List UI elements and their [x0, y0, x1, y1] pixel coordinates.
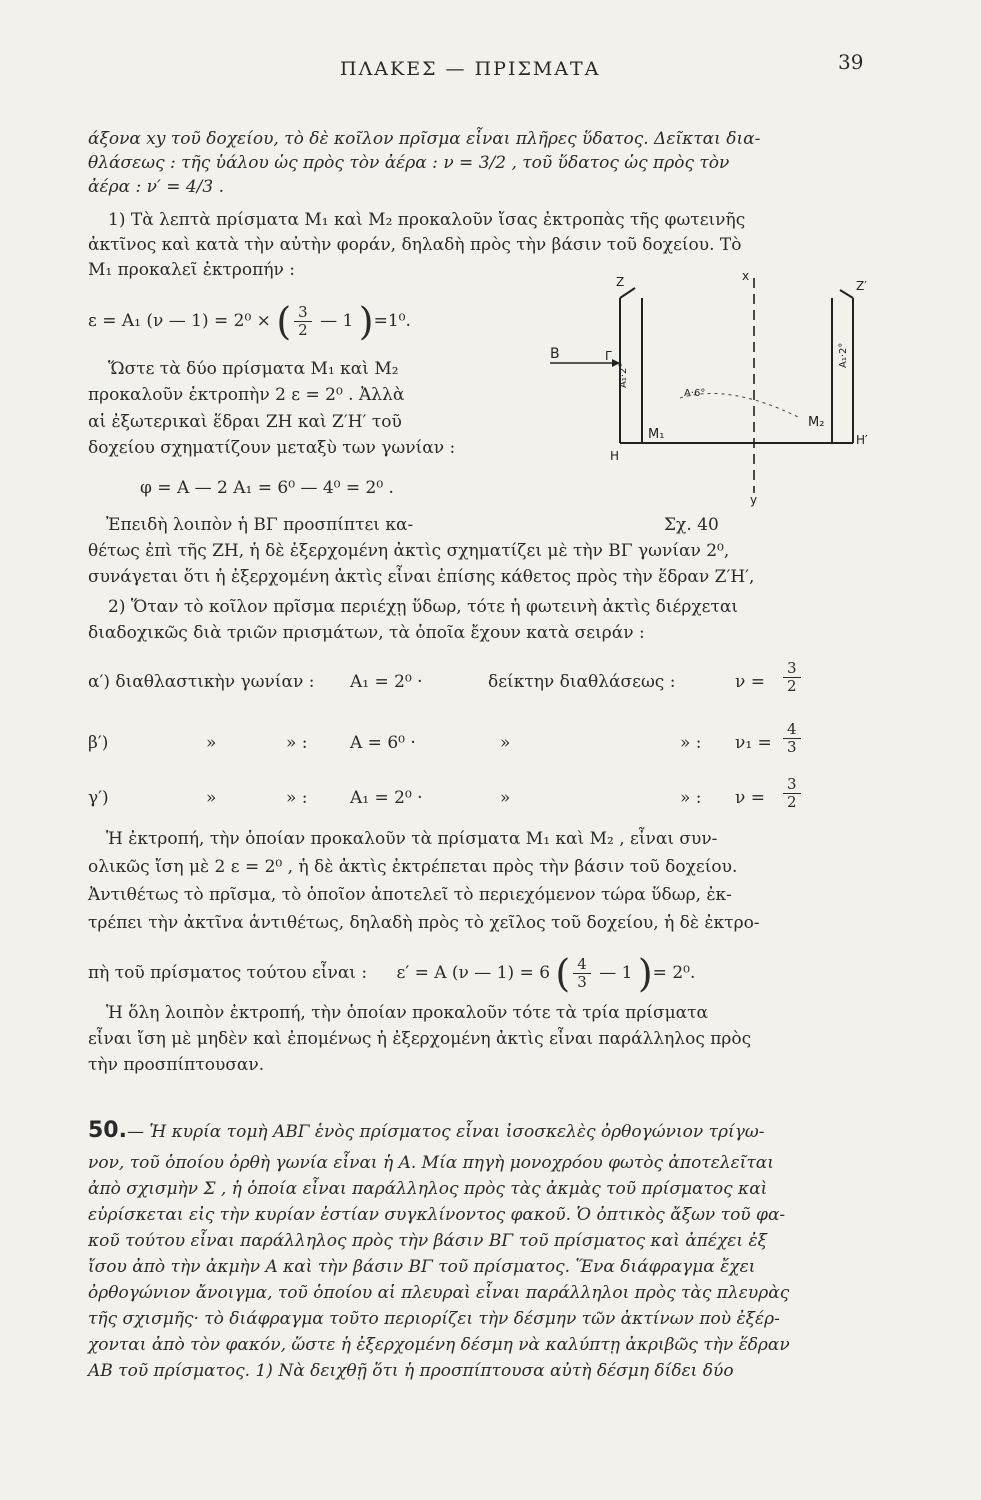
- part2-line-1: 2) Ὅταν τὸ κοῖλον πρῖσμα περιέχῃ ὕδωρ, τότε ἡ φωτεινὴ ἀκτὶς διέρχεται: [108, 597, 738, 617]
- label-h-prime: H′: [856, 433, 868, 447]
- row-c-fraction: [780, 776, 804, 811]
- part2-line-9: εἶναι ἴση μὲ μηδὲν καὶ ἐπομένως ἡ ἐξερχομένη ἀκτὶς εἶναι παράλληλος πρὸς: [88, 1029, 752, 1049]
- problem-50-line-1: [88, 1120, 764, 1143]
- eq1-rhs: =1⁰.: [373, 311, 411, 331]
- part2-line-3: Ἡ ἐκτροπή, τὴν ὁποίαν προκαλοῦν τὰ πρίσματα Μ₁ καὶ Μ₂ , εἶναι συν-: [106, 829, 718, 849]
- part1-line-6: αἱ ἐξωτερικαὶ ἕδραι ΖΗ καὶ Ζ′Η′ τοῦ: [88, 412, 402, 432]
- figure-40-diagram: [550, 268, 890, 508]
- row-b-q3: » :: [680, 733, 702, 753]
- row-c-den: 2: [787, 793, 797, 811]
- figure-40: [550, 268, 890, 508]
- part2-line-2: διαδοχικῶς διὰ τριῶν πρισμάτων, τὰ ὁποῖα ἔχουν κατὰ σειράν :: [88, 623, 645, 643]
- page-header: [0, 50, 981, 88]
- problem-number: 50.: [88, 1118, 127, 1143]
- eq1-denominator: 2: [298, 321, 308, 339]
- problem-50-line-1-text: — Ἡ κυρία τομὴ ΑΒΓ ἑνὸς πρίσματος εἶναι ἰσοσκελὲς ὀρθογώνιον τρίγω-: [126, 1122, 765, 1142]
- problem-50-line-6: ἴσου ἀπὸ τὴν ἀκμὴν Α καὶ τὴν βάσιν ΒΓ τοῦ πρίσματος. Ἕνα διάφραγμα ἔχει: [88, 1257, 756, 1277]
- row-a-index-label: δείκτην διαθλάσεως :: [488, 672, 676, 692]
- part2-line-10: τὴν προσπίπτουσαν.: [88, 1055, 265, 1075]
- part2-line-7-text: πὴ τοῦ πρίσματος τούτου εἶναι :: [88, 963, 368, 983]
- row-c-q1: »: [206, 788, 217, 808]
- row-a-fraction: [780, 660, 804, 695]
- part2-line-4: ολικῶς ἴση μὲ 2 ε = 2⁰ , ἡ δὲ ἀκτὶς ἐκτρέπεται πρὸς τὴν βάσιν τοῦ δοχείου.: [88, 857, 738, 877]
- page-number: 39: [838, 50, 864, 74]
- label-b: B: [550, 346, 560, 362]
- eq3-close-paren: ): [637, 951, 653, 996]
- row-c-num: 3: [783, 776, 801, 794]
- eq3-lhs: ε′ = Α (ν — 1) = 6: [396, 963, 551, 983]
- eq3-denominator: 3: [577, 973, 587, 991]
- figure-caption: Σχ. 40: [664, 515, 719, 535]
- label-gamma: Γ: [605, 349, 612, 363]
- problem-50-line-9: χονται ἀπὸ τὸν φακόν, ὥστε ἡ ἐξερχομένη δέσμη νὰ καλύπτῃ ἀκριβῶς τὴν ἕδραν: [88, 1335, 790, 1355]
- part1-line-7: δοχείου σχηματίζουν μεταξὺ των γωνίαν :: [88, 438, 456, 458]
- row-b-fraction: [780, 721, 804, 756]
- eq1-mid: — 1: [320, 311, 354, 331]
- part1-line-1: 1) Τὰ λεπτὰ πρίσματα Μ₁ καὶ Μ₂ προκαλοῦν ἴσας ἐκτροπὰς τῆς φωτεινῆς: [108, 210, 746, 230]
- label-z: Z: [616, 275, 625, 289]
- problem-50-line-3: ἀπὸ σχισμὴν Σ , ἡ ὁποία εἶναι παράλληλος πρὸς τὰς ἀκμὰς τοῦ πρίσματος καὶ: [88, 1179, 768, 1199]
- row-b-num: 4: [783, 721, 801, 739]
- eq1-numerator: 3: [294, 304, 312, 322]
- equation-2: φ = Α — 2 Α₁ = 6⁰ — 4⁰ = 2⁰ .: [140, 478, 394, 498]
- row-b-label: β′): [88, 733, 109, 753]
- problem-50-line-7: ὀρθογώνιον ἄνοιγμα, τοῦ ὁποίου αἱ πλευραὶ εἶναι παράλληλοι πρὸς τὰς πλευρὰς: [88, 1283, 790, 1303]
- row-a-angle: Α₁ = 2⁰ ·: [350, 672, 423, 692]
- eq3-rhs: = 2⁰.: [652, 963, 696, 983]
- running-title: ΠΛΑΚΕΣ — ΠΡΙΣΜΑΤΑ: [340, 58, 601, 80]
- eq3-open-paren: (: [555, 951, 571, 996]
- row-c-nu: ν =: [735, 788, 765, 808]
- label-z-prime: Z′: [856, 279, 867, 293]
- row-c-label: γ′): [88, 788, 109, 808]
- row-a-label: α′) διαθλαστικὴν γωνίαν :: [88, 672, 315, 692]
- label-y: y: [750, 493, 758, 507]
- problem-50-line-10: ΑΒ τοῦ πρίσματος. 1) Νὰ δειχθῇ ὅτι ἡ προσπίπτουσα αὐτὴ δέσμη δίδει δύο: [88, 1361, 734, 1381]
- label-m1: M₁: [648, 427, 665, 442]
- equation-1: [88, 299, 411, 344]
- row-c-q2: » :: [286, 788, 308, 808]
- label-a6: Α·6°: [684, 388, 706, 399]
- row-c-angle: Α₁ = 2⁰ ·: [350, 788, 423, 808]
- eq1-close-paren: ): [358, 299, 374, 344]
- row-b-q2: » :: [286, 733, 308, 753]
- row-b-angle: Α = 6⁰ ·: [350, 733, 416, 753]
- label-h: H: [610, 449, 620, 463]
- label-x: x: [742, 269, 750, 283]
- row-b-den: 3: [787, 738, 797, 756]
- row-b-q1: »: [206, 733, 217, 753]
- part1-line-2: ἀκτῖνος καὶ κατὰ τὴν αὐτὴν φοράν, δηλαδὴ πρὸς τὴν βάσιν τοῦ δοχείου. Τὸ: [88, 235, 742, 255]
- label-m2: M₂: [808, 415, 825, 430]
- intro-line-2: θλάσεως : τῆς ὑάλου ὡς πρὸς τὸν ἀέρα : ν = 3/2 , τοῦ ὕδατος ὡς πρὸς τὸν: [88, 153, 730, 173]
- eq3-fraction: [573, 956, 591, 991]
- part2-line-5: Ἀντιθέτως τὸ πρῖσμα, τὸ ὁποῖον ἀποτελεῖ τὸ περιεχόμενον τώρα ὕδωρ, ἐκ-: [88, 885, 732, 905]
- problem-50-line-2: νον, τοῦ ὁποίου ὀρθὴ γωνία εἶναι ἡ Α. Μία πηγὴ μονοχρόου φωτὸς ἀποτελεῖται: [88, 1153, 774, 1173]
- row-c-q3: » :: [680, 788, 702, 808]
- label-a1-left: Α₁·2°: [618, 362, 629, 388]
- part1-line-8: Ἐπειδὴ λοιπὸν ἡ ΒΓ προσπίπτει κα-: [106, 515, 414, 535]
- intro-line-3: ἀέρα : ν′ = 4/3 .: [88, 177, 225, 197]
- eq1-open-paren: (: [276, 299, 292, 344]
- part2-line-7: [88, 951, 696, 996]
- intro-line-1: άξονα xy τοῦ δοχείου, τὸ δὲ κοῖλον πρῖσμα εἶναι πλῆρες ὕδατος. Δεῖκται δια-: [88, 129, 761, 149]
- problem-50-line-4: εὑρίσκεται εἰς τὴν κυρίαν ἑστίαν συγκλίνοντος φακοῦ. Ὁ ὀπτικὸς ἄξων τοῦ φα-: [88, 1205, 786, 1225]
- eq3-numerator: 4: [573, 956, 591, 974]
- problem-50-line-5: κοῦ τούτου εἶναι παράλληλος πρὸς τὴν βάσιν ΒΓ τοῦ πρίσματος καὶ ἀπέχει ἐξ: [88, 1231, 767, 1251]
- eq1-fraction: [294, 304, 312, 339]
- row-b-nu: ν₁ =: [735, 733, 772, 753]
- part1-line-3: Μ₁ προκαλεῖ ἐκτροπήν :: [88, 260, 295, 280]
- row-a-num: 3: [783, 660, 801, 678]
- row-b-index-label: »: [500, 733, 511, 753]
- row-c-index-label: »: [500, 788, 511, 808]
- problem-50-line-8: τῆς σχισμῆς· τὸ διάφραγμα τοῦτο περιορίζει τὴν δέσμην τῶν ἀκτίνων ποὺ ἐξέρ-: [88, 1309, 780, 1329]
- label-a1-right: Α₁·2°: [838, 342, 849, 368]
- eq1-lhs: ε = Α₁ (ν — 1) = 2⁰ ×: [88, 311, 271, 331]
- row-a-den: 2: [787, 677, 797, 695]
- part1-line-10: συνάγεται ὅτι ἡ ἐξερχομένη ἀκτὶς εἶναι ἐπίσης κάθετος πρὸς τὴν ἕδραν Ζ′Η′,: [88, 567, 755, 587]
- part1-line-9: θέτως ἐπὶ τῆς ΖΗ, ἡ δὲ ἐξερχομένη ἀκτὶς σχηματίζει μὲ τὴν ΒΓ γωνίαν 2⁰,: [88, 541, 730, 561]
- part1-line-4: Ὥστε τὰ δύο πρίσματα Μ₁ καὶ Μ₂: [108, 359, 399, 379]
- row-a-nu: ν =: [735, 672, 765, 692]
- part1-line-5: προκαλοῦν ἐκτροπὴν 2 ε = 2⁰ . Ἀλλὰ: [88, 385, 405, 405]
- part2-line-8: Ἡ ὅλη λοιπὸν ἐκτροπή, τὴν ὁποίαν προκαλοῦν τότε τὰ τρία πρίσματα: [106, 1003, 709, 1023]
- part2-line-6: τρέπει τὴν ἀκτῖνα ἀντιθέτως, δηλαδὴ πρὸς τὸ χεῖλος τοῦ δοχείου, ἡ δὲ ἐκτρο-: [88, 913, 760, 933]
- eq3-mid: — 1: [599, 963, 633, 983]
